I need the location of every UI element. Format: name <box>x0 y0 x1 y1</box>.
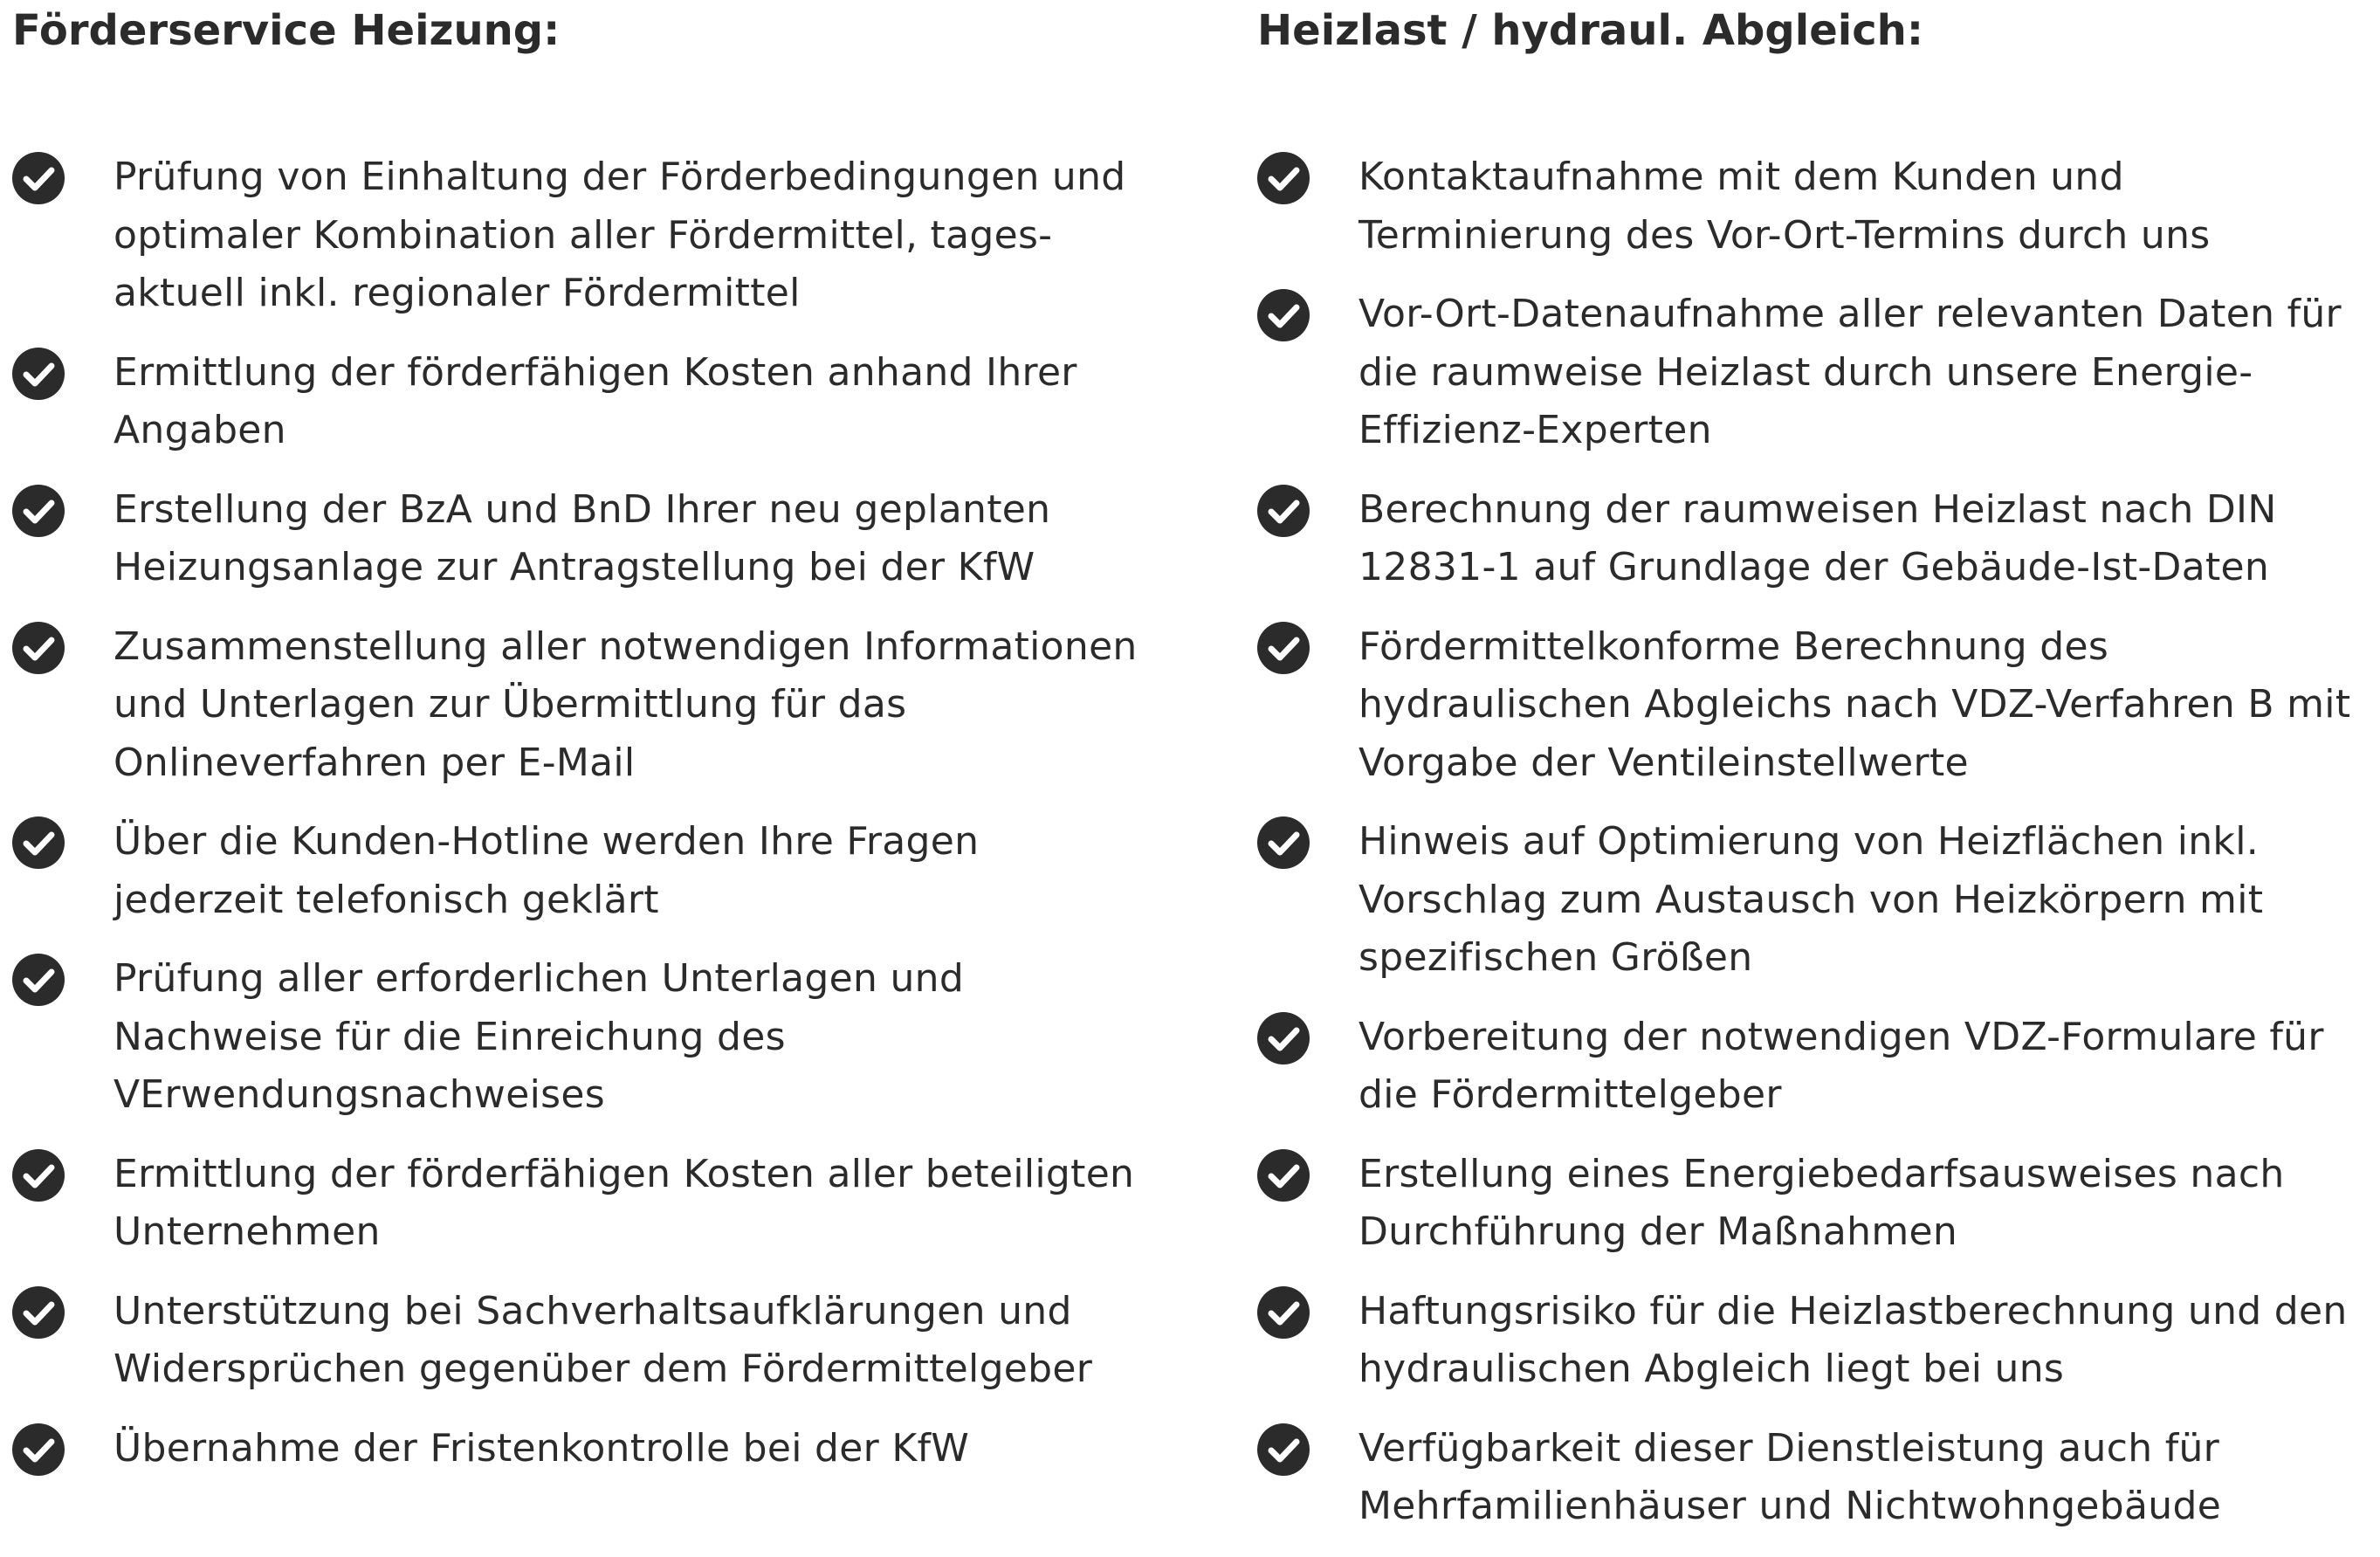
list-item-text: Prüfung aller erforderlichen Unterlagen und Nachweise für die Einreichung des VErwendungsnachweises <box>113 956 965 1117</box>
list-item <box>12 481 1147 597</box>
list-item <box>12 618 1147 793</box>
check-circle-icon <box>1257 1286 1310 1339</box>
list-item-text: Berechnung der raumweisen Heizlast nach DIN 12831-1 auf Grundlage der Gebäude-Ist-Daten <box>1359 486 2277 589</box>
list-item-text: Hinweis auf Optimierung von Heizflächen inkl. Vorschlag zum Austausch von Heizkörpern mit spezifischen Größen <box>1359 819 2264 980</box>
list-item-text: Zusammenstellung aller notwendigen Informationen und Unterlagen zur Übermittlung für das Onlineverfahren per E-Mail <box>113 623 1138 785</box>
list-item-text: Erstellung der BzA und BnD Ihrer neu geplanten Heizungsanlage zur Antragstellung bei der KfW <box>113 486 1051 589</box>
check-circle-icon <box>1257 1149 1310 1202</box>
list-item <box>12 1146 1147 1262</box>
check-circle-icon <box>12 348 65 400</box>
check-circle-icon <box>12 816 65 869</box>
left-column-heading: Förderservice Heizung: <box>12 6 561 55</box>
check-circle-icon <box>1257 485 1310 537</box>
check-circle-icon <box>1257 1012 1310 1064</box>
list-item <box>12 813 1147 929</box>
list-item-text: Ermittlung der förderfähigen Kosten aller beteiligten Unternehmen <box>113 1151 1135 1254</box>
list-item <box>1257 1146 2380 1262</box>
check-circle-icon <box>12 1423 65 1476</box>
list-item <box>1257 286 2380 460</box>
check-circle-icon <box>1257 1423 1310 1476</box>
list-item-text: Vorbereitung der notwendigen VDZ-Formulare für die Fördermittelgeber <box>1359 1014 2324 1117</box>
list-item <box>1257 1283 2380 1399</box>
list-item-text: Prüfung von Einhaltung der Förderbedingungen und optimaler Kombination aller Fördermittel, tages-aktuell inkl. regionaler Fördermittel <box>113 155 1126 315</box>
check-circle-icon <box>12 954 65 1006</box>
list-item <box>12 344 1147 460</box>
check-circle-icon <box>1257 152 1310 204</box>
list-item-text: Fördermittelkonforme Berechnung des hydraulischen Abgleichs nach VDZ-Verfahren B mit Vorgabe der Ventileinstellwerte <box>1359 623 2351 785</box>
check-circle-icon <box>12 1286 65 1339</box>
check-circle-icon <box>1257 289 1310 341</box>
list-item <box>1257 1420 2380 1536</box>
right-feature-list <box>1257 148 2380 1557</box>
list-item-text: Unterstützung bei Sachverhaltsaufklärungen und Widersprüchen gegenüber dem Fördermittelgeber <box>113 1288 1093 1391</box>
left-feature-list <box>12 148 1147 1498</box>
list-item <box>12 1283 1147 1399</box>
check-circle-icon <box>12 1149 65 1202</box>
right-column-heading: Heizlast / hydraul. Abgleich: <box>1257 6 1924 55</box>
list-item-text: Haftungsrisiko für die Heizlastberechnung und den hydraulischen Abgleich liegt bei uns <box>1359 1288 2348 1391</box>
list-item <box>1257 481 2380 597</box>
list-item-text: Vor-Ort-Datenaufnahme aller relevanten Daten für die raumweise Heizlast durch unsere Energie-Effizienz-Experten <box>1359 292 2342 452</box>
list-item-text: Übernahme der Fristenkontrolle bei der KfW <box>113 1425 970 1471</box>
list-item-text: Über die Kunden-Hotline werden Ihre Fragen jederzeit telefonisch geklärt <box>113 819 980 922</box>
list-item <box>1257 148 2380 265</box>
check-circle-icon <box>12 485 65 537</box>
list-item-text: Kontaktaufnahme mit dem Kunden und Terminierung des Vor-Ort-Termins durch uns <box>1359 155 2211 258</box>
check-circle-icon <box>12 622 65 674</box>
check-circle-icon <box>12 152 65 204</box>
list-item <box>1257 813 2380 988</box>
list-item-text: Ermittlung der förderfähigen Kosten anhand Ihrer Angaben <box>113 349 1077 452</box>
check-circle-icon <box>1257 816 1310 869</box>
list-item <box>12 950 1147 1125</box>
check-circle-icon <box>1257 622 1310 674</box>
list-item-text: Erstellung eines Energiebedarfsausweises nach Durchführung der Maßnahmen <box>1359 1151 2285 1254</box>
list-item <box>12 148 1147 323</box>
list-item <box>1257 618 2380 793</box>
list-item <box>12 1420 1147 1478</box>
list-item <box>1257 1009 2380 1125</box>
list-item-text: Verfügbarkeit dieser Dienstleistung auch für Mehrfamilienhäuser und Nichtwohngebäude <box>1359 1425 2222 1528</box>
